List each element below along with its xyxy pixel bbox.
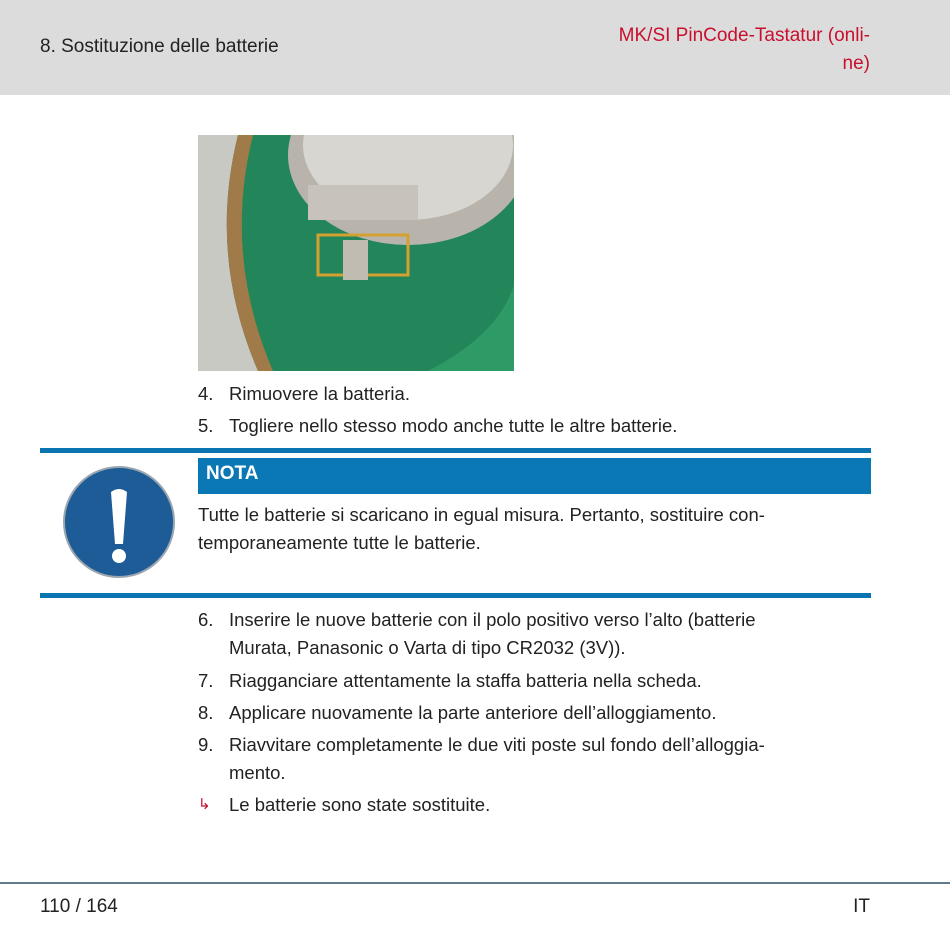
step-text <box>229 606 756 662</box>
step-line: mento. <box>229 762 286 783</box>
result-arrow-icon: ↳ <box>198 796 211 813</box>
product-title <box>540 22 870 78</box>
page-header <box>0 0 950 95</box>
exclamation-icon <box>63 466 175 578</box>
language-code: IT <box>853 896 870 917</box>
note-text <box>198 501 868 557</box>
footer-divider <box>0 882 950 884</box>
step-number: 7. <box>198 670 214 691</box>
step-text: Riagganciare attentamente la staffa batteria nella scheda. <box>229 670 702 691</box>
step-number: 6. <box>198 609 214 630</box>
note-divider-top <box>40 448 871 453</box>
step-number: 9. <box>198 734 214 755</box>
battery-photo <box>198 135 514 371</box>
step-number: 5. <box>198 415 214 436</box>
step-text: Togliere nello stesso modo anche tutte le altre batterie. <box>229 415 678 436</box>
note-title: NOTA <box>198 458 871 494</box>
step-number: 4. <box>198 383 214 404</box>
step-line: Inserire le nuove batterie con il polo positivo verso l’alto (batterie <box>229 609 756 630</box>
step-text: Rimuovere la batteria. <box>229 383 410 404</box>
section-title: 8. Sostituzione delle batterie <box>40 36 279 57</box>
step-number: 8. <box>198 702 214 723</box>
result-text: Le batterie sono state sostituite. <box>229 794 491 815</box>
note-line: temporaneamente tutte le batterie. <box>198 532 481 553</box>
note-divider-bottom <box>40 593 871 598</box>
product-title-line: ne) <box>842 53 870 74</box>
product-title-line: MK/SI PinCode-Tastatur (onli- <box>618 25 870 46</box>
note-line: Tutte le batterie si scaricano in egual misura. Pertanto, sostituire con- <box>198 504 765 525</box>
step-text: Applicare nuovamente la parte anteriore dell’alloggiamento. <box>229 702 717 723</box>
step-line: Murata, Panasonic o Varta di tipo CR2032 (3V)). <box>229 637 626 658</box>
step-text <box>229 731 765 787</box>
page-number: 110 / 164 <box>40 896 118 917</box>
step-line: Riavvitare completamente le due viti poste sul fondo dell’alloggia- <box>229 734 765 755</box>
